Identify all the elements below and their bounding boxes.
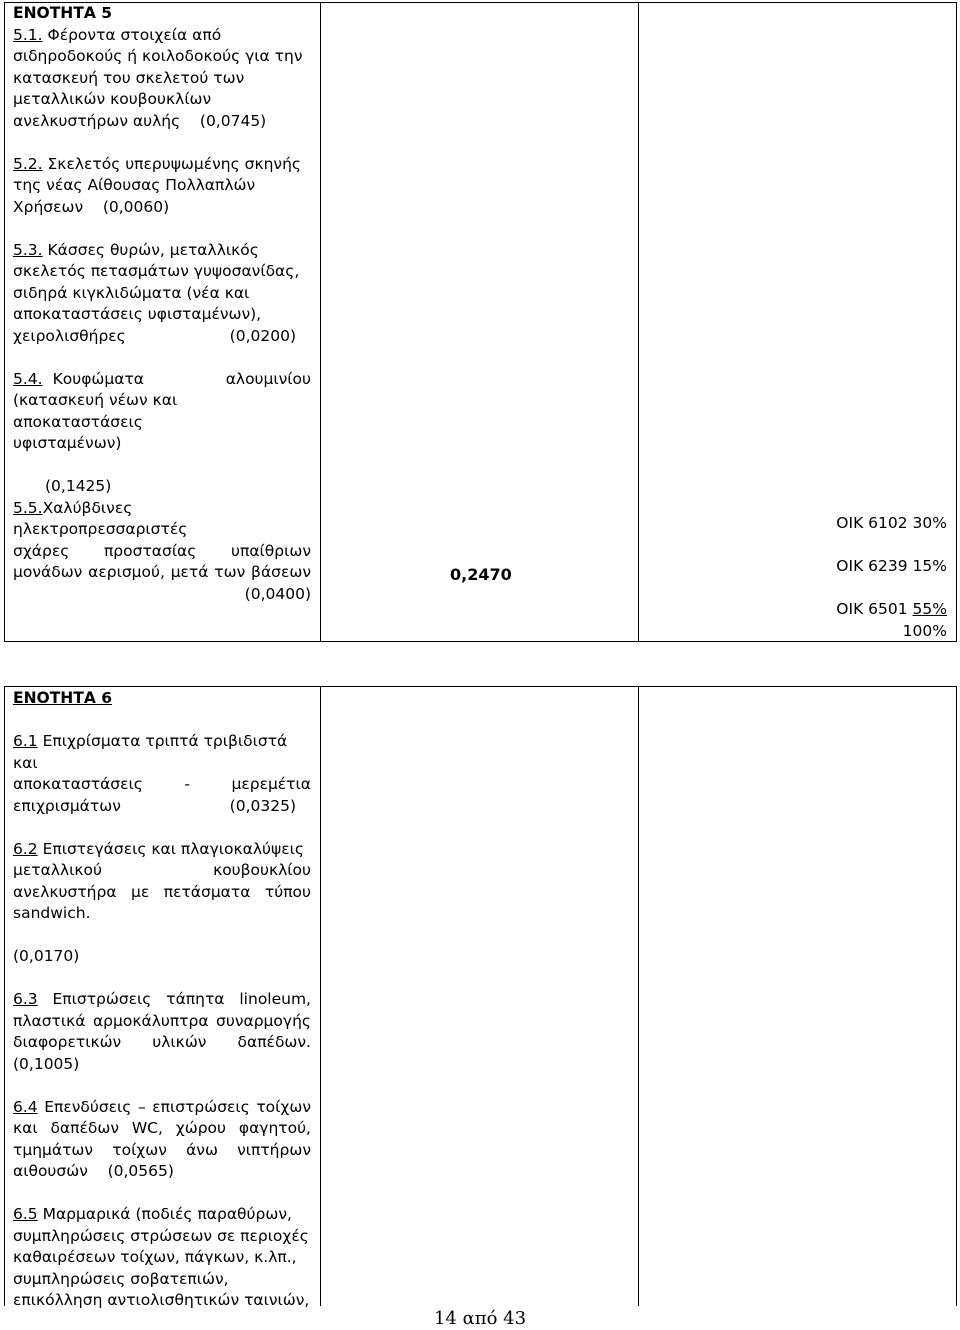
item-5-4 [13, 369, 311, 498]
item-number: 6.3 [13, 990, 38, 1008]
table1-divider-2 [638, 2, 639, 642]
item-value: (0,1425) [45, 477, 112, 495]
item-line: Επενδύσεις – επιστρώσεις τοίχων [37, 1097, 311, 1116]
item-line: διαφορετικών υλικών δαπέδων. [13, 1033, 311, 1051]
item-line: σιδηρά κιγκλιδώματα (νέα και [13, 283, 250, 302]
item-value: (0,0325) [229, 796, 296, 815]
item-number: 6.1 [13, 732, 38, 750]
item-5-1 [13, 25, 311, 133]
item-line: σχάρες προστασίας υπαίθριων [13, 541, 311, 560]
item-6-2 [13, 839, 311, 968]
item-line: επιχρισμάτων [13, 796, 121, 815]
item-line: αποκαταστάσεις υφισταμένων), [13, 305, 262, 323]
section-6-title: ΕΝΟΤΗΤΑ 6 [13, 689, 113, 707]
item-5-5 [13, 498, 311, 606]
item-line: υφισταμένων) [13, 434, 122, 452]
item-line: Φέροντα στοιχεία από [47, 25, 222, 44]
item-line-word: μερεμέτια [231, 775, 311, 793]
item-line: κατασκευή του σκελετού των [13, 68, 245, 87]
item-number: 5.1. [13, 25, 43, 44]
item-value: (0,0400) [244, 584, 311, 603]
item-number: 6.4 [13, 1097, 38, 1116]
item-6-4 [13, 1097, 311, 1183]
table1-divider-1 [320, 2, 321, 642]
item-number: 6.5 [13, 1205, 38, 1223]
item-line: πλαστικά αρμοκάλυπτρα συναρμογής [13, 1011, 311, 1030]
item-line: (κατασκευή νέων και αποκαταστάσεις [13, 391, 178, 431]
item-line-word: αποκαταστάσεις [13, 775, 143, 793]
allocation-sum: 100% [902, 622, 947, 640]
item-line: συμπληρώσεις σοβατεπιών, [13, 1269, 229, 1288]
item-line: ανελκυστήρα με πετάσματα τύπου [13, 882, 311, 901]
section-5-total: 0,2470 [450, 565, 512, 584]
item-6-3 [13, 989, 311, 1075]
item-6-5 [13, 1204, 311, 1312]
item-line: Επιχρίσματα τριπτά τριβιδιστά και [13, 732, 288, 772]
item-number: 5.5. [13, 498, 43, 517]
item-line: τμημάτων τοίχων άνω νιπτήρων [13, 1140, 311, 1159]
allocation-6102: ΟΙΚ 6102 30% [836, 514, 947, 532]
item-line: Χαλύβδινες ηλεκτροπρεσσαριστές [13, 498, 188, 538]
item-line: και δαπέδων WC, χώρου φαγητού, [13, 1119, 311, 1137]
table2-divider-2 [638, 686, 639, 1306]
item-line-word: Κουφώματα [52, 369, 145, 388]
item-5-3 [13, 240, 311, 348]
item-number: 5.2. [13, 154, 43, 173]
item-line: χειρολισθήρες [13, 326, 126, 345]
table2-divider-1 [320, 686, 321, 1306]
item-line: Χρήσεων (0,0060) [13, 197, 170, 216]
item-line-word: - [184, 775, 190, 793]
item-line: μονάδων αερισμού, μετά των βάσεων [13, 563, 311, 581]
item-6-1 [13, 731, 311, 817]
item-line: συμπληρώσεις στρώσεων σε περιοχές [13, 1226, 309, 1245]
item-line: σκελετός πετασμάτων γυψοσανίδας, [13, 262, 300, 280]
allocation-6501: ΟΙΚ 6501 55% [836, 600, 947, 618]
item-line: Επιστεγάσεις και πλαγιοκαλύψεις [37, 839, 304, 858]
item-number: 5.3. [13, 240, 43, 259]
section-5-title: ΕΝΟΤΗΤΑ 5 [13, 4, 113, 22]
item-line-word: αλουμινίου [225, 369, 311, 388]
item-value: (0,0200) [229, 326, 296, 345]
allocation-6239: ΟΙΚ 6239 15% [836, 557, 947, 575]
item-line: sandwich. [13, 904, 91, 922]
item-5-2 [13, 154, 311, 219]
section-5-column [13, 3, 311, 605]
item-line: καθαιρέσεων τοίχων, πάγκων, κ.λπ., [13, 1248, 297, 1266]
item-line: Μαρμαρικά (ποδιές παραθύρων, [37, 1205, 292, 1223]
page-number: 14 από 43 [433, 1308, 527, 1329]
item-number: 5.4. [13, 369, 43, 388]
item-line: Κάσσες θυρών, μεταλλικός [47, 240, 259, 259]
item-number: 6.2 [13, 839, 38, 858]
item-value: (0,0170) [13, 947, 80, 965]
item-line: Επιστρώσεις τάπητα linoleum, [37, 990, 311, 1008]
item-line: σιδηροδοκούς ή κοιλοδοκούς για την [13, 47, 303, 65]
item-line: της νέας Αίθουσας Πολλαπλών [13, 176, 256, 194]
item-line: επικόλληση αντιολισθητικών ταινιών, [13, 1291, 310, 1309]
item-line: ανελκυστήρων αυλής (0,0745) [13, 111, 267, 130]
item-line: μεταλλικών κουβουκλίων [13, 90, 212, 108]
item-line: αιθουσών (0,0565) [13, 1162, 174, 1180]
item-line: μεταλλικού κουβουκλίου [13, 861, 311, 879]
section-6-column [13, 688, 311, 1312]
item-line: Σκελετός υπερυψωμένης σκηνής [47, 154, 302, 173]
item-line: (0,1005) [13, 1054, 80, 1073]
